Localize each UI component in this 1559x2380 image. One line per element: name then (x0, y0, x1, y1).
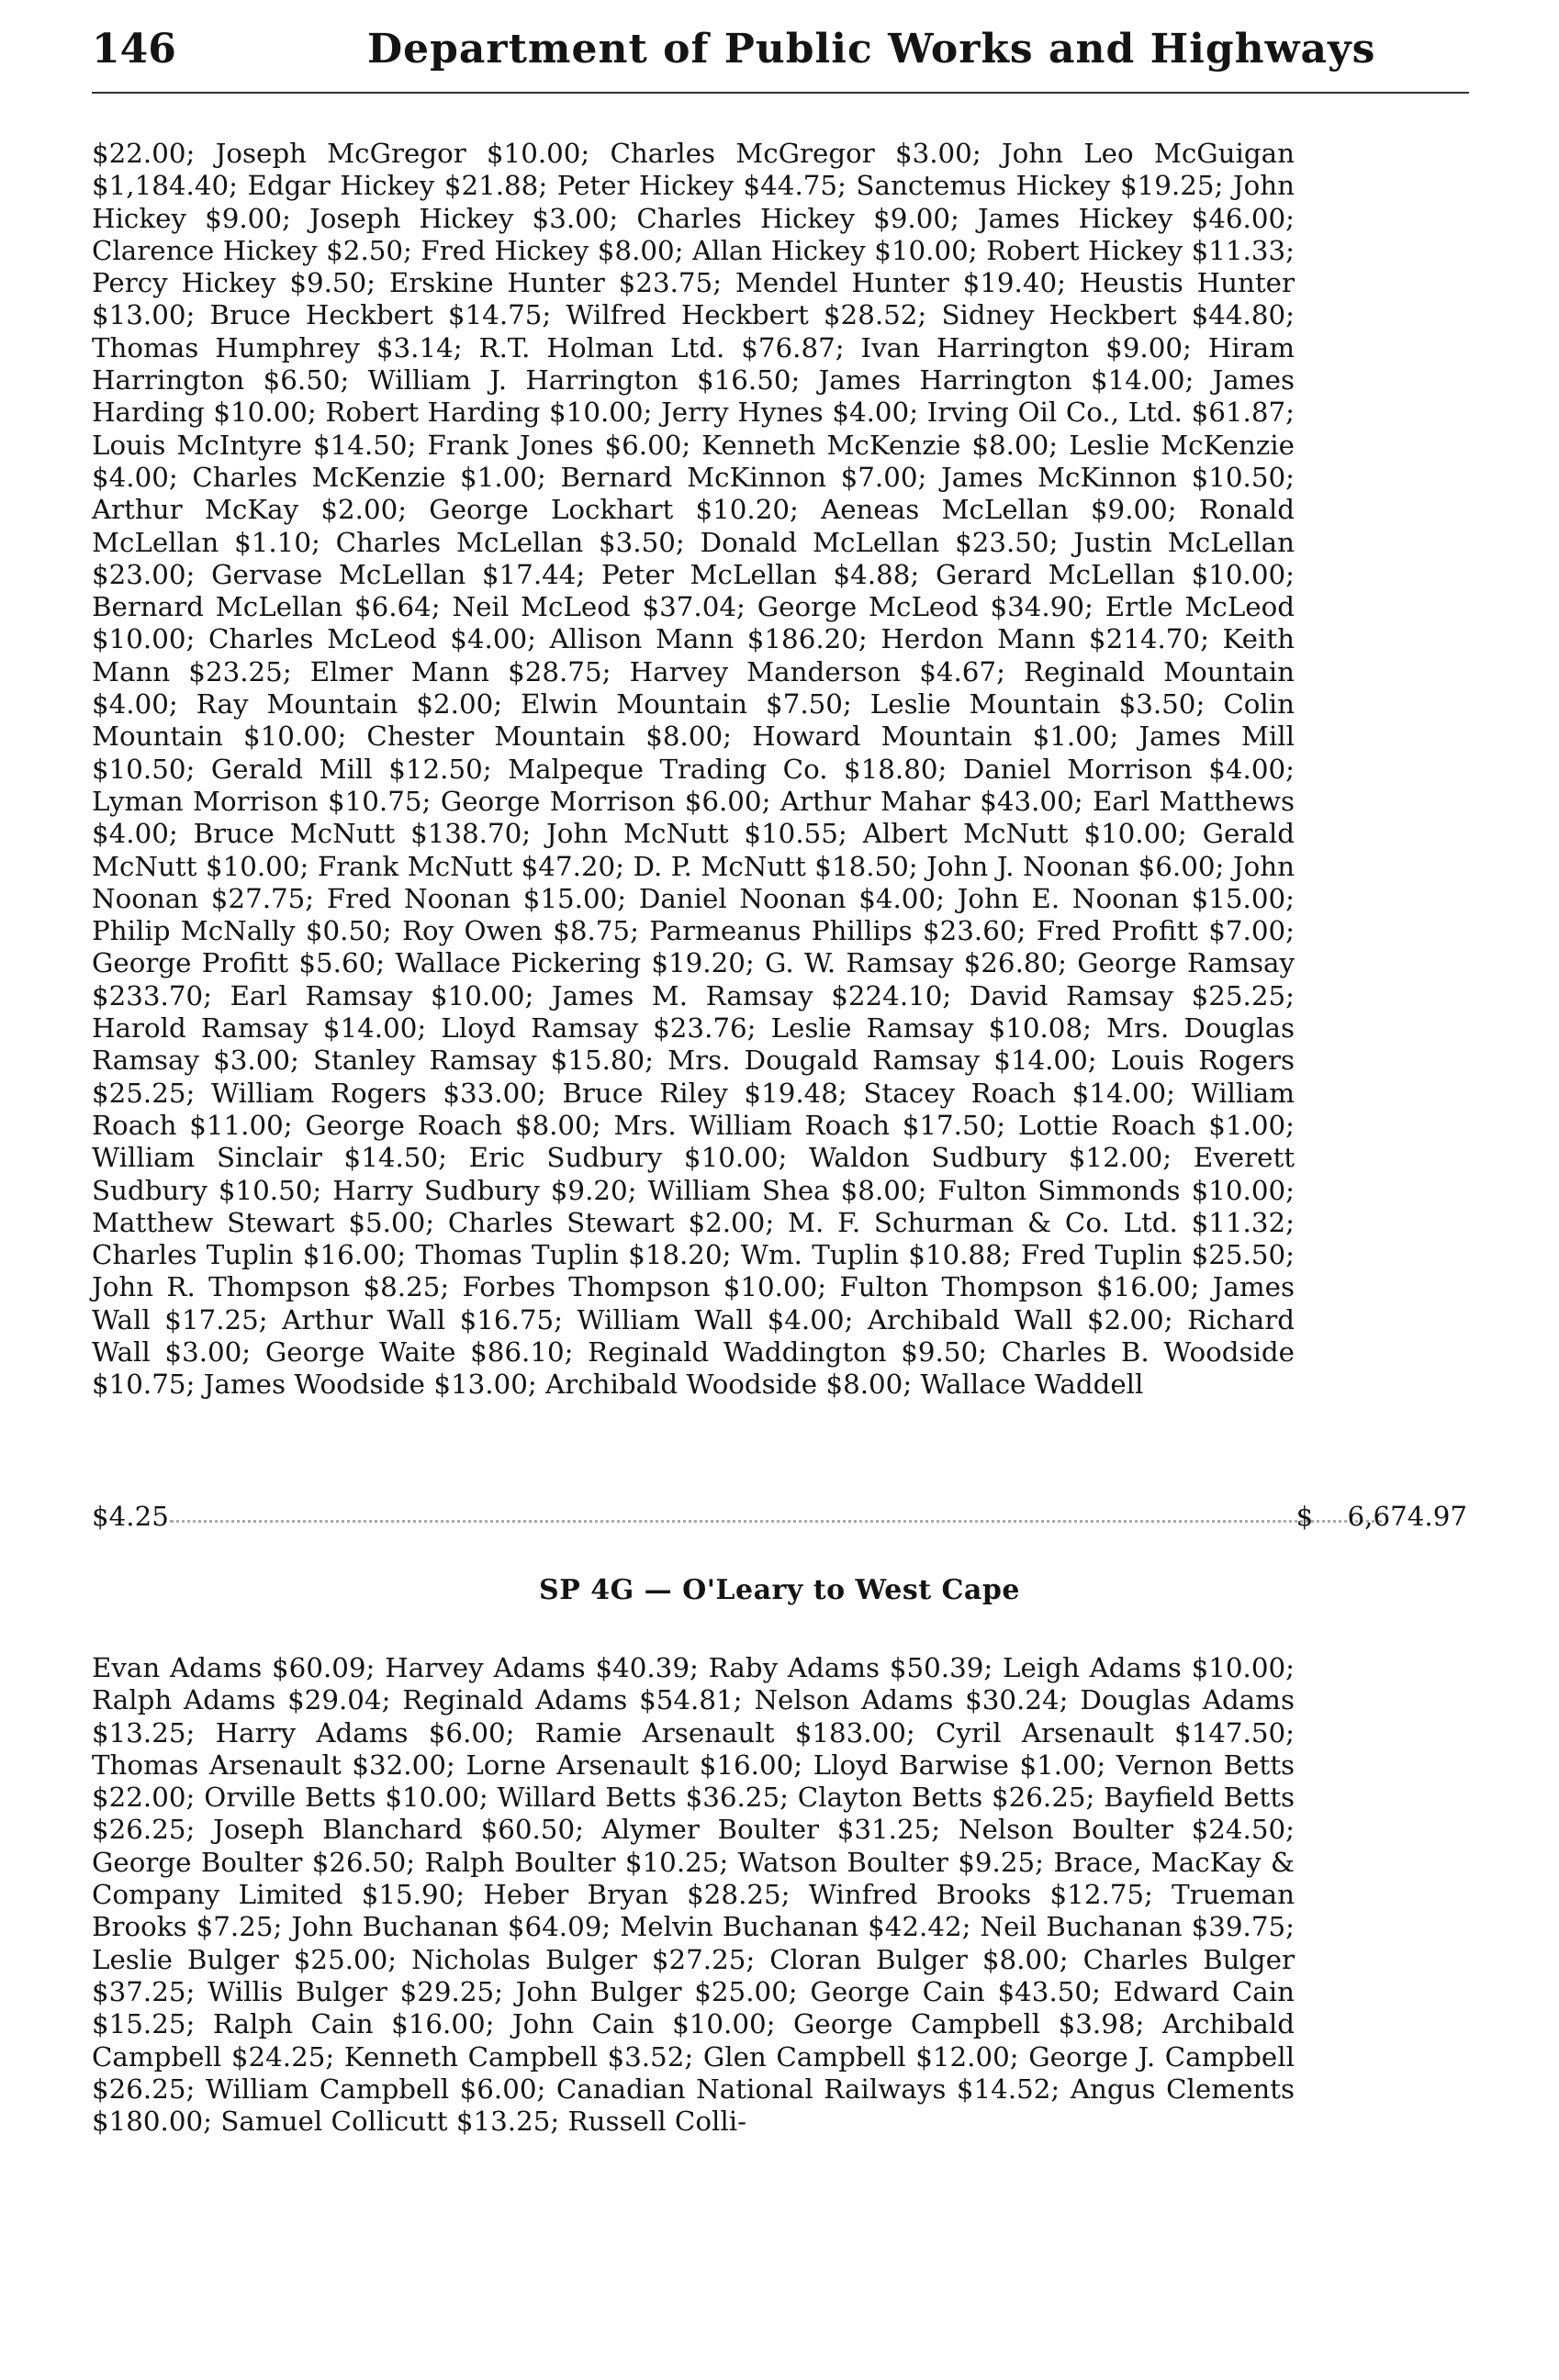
section-total-row (92, 1500, 1467, 1533)
payment-list-paragraph: $22.00; Joseph McGregor $10.00; Charles McGregor $3.00; John Leo McGuigan $1,184.40; Edgar Hickey $21.88; Peter Hickey $44.75; Sanctemus Hickey $19.25; John Hickey $9.00; Joseph Hickey $3.00; Charles Hickey $9.00; James Hickey $46.00; Clarence Hickey $2.50; Fred Hickey $8.00; Allan Hickey $10.00; Robert Hickey $11.33; Percy Hickey $9.50; Erskine Hunter $23.75; Mendel Hunter $19.40; Heustis Hunter $13.00; Bruce Heckbert $14.75; Wilfred Heckbert $28.52; Sidney Heckbert $44.80; Thomas Humphrey $3.14; R.T. Holman Ltd. $76.87; Ivan Harrington $9.00; Hiram Harrington $6.50; William J. Harrington $16.50; James Harrington $14.00; James Harding $10.00; Robert Harding $10.00; Jerry Hynes $4.00; Irving Oil Co., Ltd. $61.87; Louis McIntyre $14.50; Frank Jones $6.00; Kenneth McKenzie $8.00; Leslie McKenzie $4.00; Charles McKenzie $1.00; Bernard McKinnon $7.00; James McKinnon $10.50; Arthur McKay $2.00; George Lockhart $10.20; Aeneas McLellan $9.00; Ronald McLellan $1.10; Charles McLellan $3.50; Donald McLellan $23.50; Justin McLellan $23.00; Gervase McLellan $17.44; Peter McLellan $4.88; Gerard McLellan $10.00; Bernard McLellan $6.64; Neil McLeod $37.04; George McLeod $34.90; Ertle McLeod $10.00; Charles McLeod $4.00; Allison Mann $186.20; Herdon Mann $214.70; Keith Mann $23.25; Elmer Mann $28.75; Harvey Manderson $4.67; Reginald Mountain $4.00; Ray Mountain $2.00; Elwin Mountain $7.50; Leslie Mountain $3.50; Colin Mountain $10.00; Chester Mountain $8.00; Howard Mountain $1.00; James Mill $10.50; Gerald Mill $12.50; Malpeque Trading Co. $18.80; Daniel Morrison $4.00; Lyman Morrison $10.75; George Morrison $6.00; Arthur Mahar $43.00; Earl Matthews $4.00; Bruce McNutt $138.70; John McNutt $10.55; Albert McNutt $10.00; Gerald McNutt $10.00; Frank McNutt $47.20; D. P. McNutt $18.50; John J. Noonan $6.00; John Noonan $27.75; Fred Noonan $15.00; Daniel Noonan $4.00; John E. Noonan $15.00; Philip McNally $0.50; Roy Owen $8.75; Parmeanus Phillips $23.60; Fred Profitt $7.00; George Profitt $5.60; Wallace Pickering $19.20; G. W. Ramsay $26.80; George Ramsay $233.70; Earl Ramsay $10.00; James M. Ramsay $224.10; David Ramsay $25.25; Harold Ramsay $14.00; Lloyd Ramsay $23.76; Leslie Ramsay $10.08; Mrs. Douglas Ramsay $3.00; Stanley Ramsay $15.80; Mrs. Dougald Ramsay $14.00; Louis Rogers $25.25; William Rogers $33.00; Bruce Riley $19.48; Stacey Roach $14.00; William Roach $11.00; George Roach $8.00; Mrs. William Roach $17.50; Lottie Roach $1.00; William Sinclair $14.50; Eric Sudbury $10.00; Waldon Sudbury $12.00; Everett Sudbury $10.50; Harry Sudbury $9.20; William Shea $8.00; Fulton Simmonds $10.00; Matthew Stewart $5.00; Charles Stewart $2.00; M. F. Schurman & Co. Ltd. $11.32; Charles Tuplin $16.00; Thomas Tuplin $18.20; Wm. Tuplin $10.88; Fred Tuplin $25.50; John R. Thompson $8.25; Forbes Thompson $10.00; Fulton Thompson $16.00; James Wall $17.25; Arthur Wall $16.75; William Wall $4.00; Archibald Wall $2.00; Richard Wall $3.00; George Waite $86.10; Reginald Waddington $9.50; Charles B. Woodside $10.75; James Woodside $13.00; Archibald Woodside $8.00; Wallace Waddell (92, 138, 1295, 1401)
page-header (92, 26, 1469, 81)
dot-leaders (170, 1520, 1382, 1523)
total-row-lead-amount: $4.25 (92, 1501, 169, 1532)
payment-list-paragraph: Evan Adams $60.09; Harvey Adams $40.39; Raby Adams $50.39; Leigh Adams $10.00; Ralph Adams $29.04; Reginald Adams $54.81; Nelson Adams $30.24; Douglas Adams $13.25; Harry Adams $6.00; Ramie Arsenault $183.00; Cyril Arsenault $147.50; Thomas Arsenault $32.00; Lorne Arsenault $16.00; Lloyd Barwise $1.00; Vernon Betts $22.00; Orville Betts $10.00; Willard Betts $36.25; Clayton Betts $26.25; Bayfield Betts $26.25; Joseph Blanchard $60.50; Alymer Boulter $31.25; Nelson Boulter $24.50; George Boulter $26.50; Ralph Boulter $10.25; Watson Boulter $9.25; Brace, MacKay & Company Limited $15.90; Heber Bryan $28.25; Winfred Brooks $12.75; Trueman Brooks $7.25; John Buchanan $64.09; Melvin Buchanan $42.42; Neil Buchanan $39.75; Leslie Bulger $25.00; Nicholas Bulger $27.25; Cloran Bulger $8.00; Charles Bulger $37.25; Willis Bulger $29.25; John Bulger $25.00; George Cain $43.50; Edward Cain $15.25; Ralph Cain $16.00; John Cain $10.00; George Campbell $3.98; Archibald Campbell $24.25; Kenneth Campbell $3.52; Glen Campbell $12.00; George J. Campbell $26.25; William Campbell $6.00; Canadian National Railways $14.52; Angus Clements $180.00; Samuel Collicutt $13.25; Russell Colli- (92, 1652, 1295, 2138)
section-heading: SP 4G — O'Leary to West Cape (539, 1574, 1020, 1606)
header-rule (92, 92, 1469, 94)
running-title: Department of Public Works and Highways (367, 26, 1376, 73)
page-number: 146 (92, 26, 176, 73)
section-total-amount: $ 6,674.97 (1295, 1501, 1467, 1532)
